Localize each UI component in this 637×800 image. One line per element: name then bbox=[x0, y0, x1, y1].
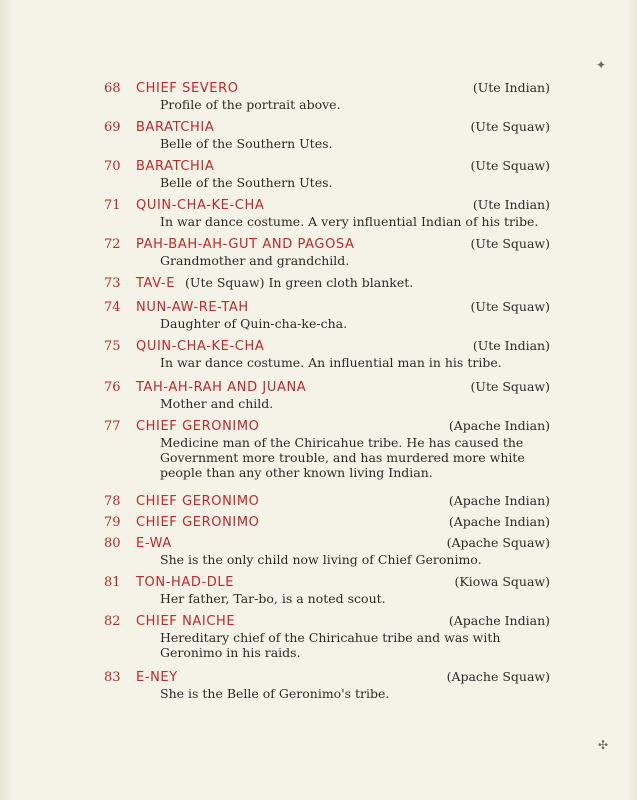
entry-name: QUIN-CHA-KE-CHA bbox=[136, 339, 265, 354]
entry-name: CHIEF GERONIMO bbox=[136, 515, 260, 530]
entry-description: Medicine man of the Chiricahue tribe. He has caused the Government more trouble, and has murdered more white people than any other known living Indian. bbox=[160, 435, 525, 480]
entry-tribe: (Apache Indian) bbox=[448, 418, 550, 433]
list-item bbox=[104, 196, 550, 229]
entry-tribe: (Ute Indian) bbox=[472, 338, 550, 353]
entry-number: 70 bbox=[104, 159, 121, 174]
entry-number: 68 bbox=[104, 81, 121, 96]
entry-number: 82 bbox=[104, 614, 121, 629]
entry-name: PAH-BAH-AH-GUT AND PAGOSA bbox=[136, 237, 355, 252]
entry-name: CHIEF GERONIMO bbox=[136, 494, 260, 509]
entry-description: She is the only child now living of Chief Geronimo. bbox=[160, 552, 482, 567]
entry-description: Hereditary chief of the Chiricahue tribe and was with Geronimo in his raids. bbox=[160, 630, 501, 660]
entry-name: TAV-E bbox=[136, 276, 176, 291]
entry-description: Belle of the Southern Utes. bbox=[160, 136, 333, 151]
entry-name: BARATCHIA bbox=[136, 120, 215, 135]
list-item bbox=[104, 235, 550, 268]
entry-name: NUN-AW-RE-TAH bbox=[136, 300, 249, 315]
entry-name: CHIEF SEVERO bbox=[136, 81, 239, 96]
list-item bbox=[104, 417, 550, 480]
list-item bbox=[104, 157, 550, 190]
entry-tribe: (Ute Indian) bbox=[472, 197, 550, 212]
list-item bbox=[104, 337, 550, 370]
list-item bbox=[104, 573, 550, 606]
entry-name: E-NEY bbox=[136, 670, 178, 685]
entry-tribe: (Ute Squaw) bbox=[470, 379, 550, 394]
entry-number: 80 bbox=[104, 536, 121, 551]
entry-tribe: (Apache Indian) bbox=[448, 514, 550, 529]
entry-inline-note: (Ute Squaw) In green cloth blanket. bbox=[185, 275, 414, 290]
entry-number: 71 bbox=[104, 198, 121, 213]
ink-speck-icon: ✣ bbox=[598, 738, 609, 752]
entry-name: QUIN-CHA-KE-CHA bbox=[136, 198, 265, 213]
list-item bbox=[104, 274, 550, 292]
entry-tribe: (Apache Indian) bbox=[448, 613, 550, 628]
entry-number: 76 bbox=[104, 380, 121, 395]
list-item bbox=[104, 534, 550, 567]
entry-tribe: (Ute Indian) bbox=[472, 80, 550, 95]
entry-number: 78 bbox=[104, 494, 121, 509]
entry-tribe: (Apache Squaw) bbox=[446, 535, 550, 550]
entry-description: Grandmother and grandchild. bbox=[160, 253, 350, 268]
entry-name: TON-HAD-DLE bbox=[136, 575, 235, 590]
list-item bbox=[104, 298, 550, 331]
entry-number: 73 bbox=[104, 276, 121, 291]
entry-description: Profile of the portrait above. bbox=[160, 97, 341, 112]
entry-tribe: (Apache Indian) bbox=[448, 493, 550, 508]
entry-number: 72 bbox=[104, 237, 121, 252]
entry-number: 75 bbox=[104, 339, 121, 354]
list-item bbox=[104, 492, 550, 510]
entry-description: Her father, Tar-bo, is a noted scout. bbox=[160, 591, 386, 606]
entry-number: 81 bbox=[104, 575, 121, 590]
entry-tribe: (Kiowa Squaw) bbox=[454, 574, 550, 589]
entry-number: 74 bbox=[104, 300, 121, 315]
entry-tribe: (Ute Squaw) bbox=[470, 236, 550, 251]
list-item bbox=[104, 612, 550, 660]
entry-name: CHIEF NAICHE bbox=[136, 614, 236, 629]
entry-name: E-WA bbox=[136, 536, 172, 551]
entry-name: TAH-AH-RAH AND JUANA bbox=[136, 380, 307, 395]
entry-description: In war dance costume. A very influential Indian of his tribe. bbox=[160, 214, 539, 229]
entry-tribe: (Ute Squaw) bbox=[470, 158, 550, 173]
entry-number: 79 bbox=[104, 515, 121, 530]
list-item bbox=[104, 668, 550, 701]
entry-name: CHIEF GERONIMO bbox=[136, 419, 260, 434]
entry-description: Mother and child. bbox=[160, 396, 274, 411]
entry-description: In war dance costume. An influential man in his tribe. bbox=[160, 355, 502, 370]
list-item bbox=[104, 79, 550, 112]
entry-description: She is the Belle of Geronimo's tribe. bbox=[160, 686, 390, 701]
entry-description: Belle of the Southern Utes. bbox=[160, 175, 333, 190]
entry-number: 77 bbox=[104, 419, 121, 434]
entry-tribe: (Ute Squaw) bbox=[470, 119, 550, 134]
entry-list bbox=[104, 79, 550, 707]
entry-tribe: (Apache Squaw) bbox=[446, 669, 550, 684]
list-item bbox=[104, 118, 550, 151]
entry-number: 69 bbox=[104, 120, 121, 135]
list-item bbox=[104, 513, 550, 531]
entry-description: Daughter of Quin-cha-ke-cha. bbox=[160, 316, 348, 331]
entry-number: 83 bbox=[104, 670, 121, 685]
list-item bbox=[104, 378, 550, 411]
entry-tribe: (Ute Squaw) bbox=[470, 299, 550, 314]
ink-speck-icon: ✦ bbox=[596, 58, 607, 72]
entry-name: BARATCHIA bbox=[136, 159, 215, 174]
